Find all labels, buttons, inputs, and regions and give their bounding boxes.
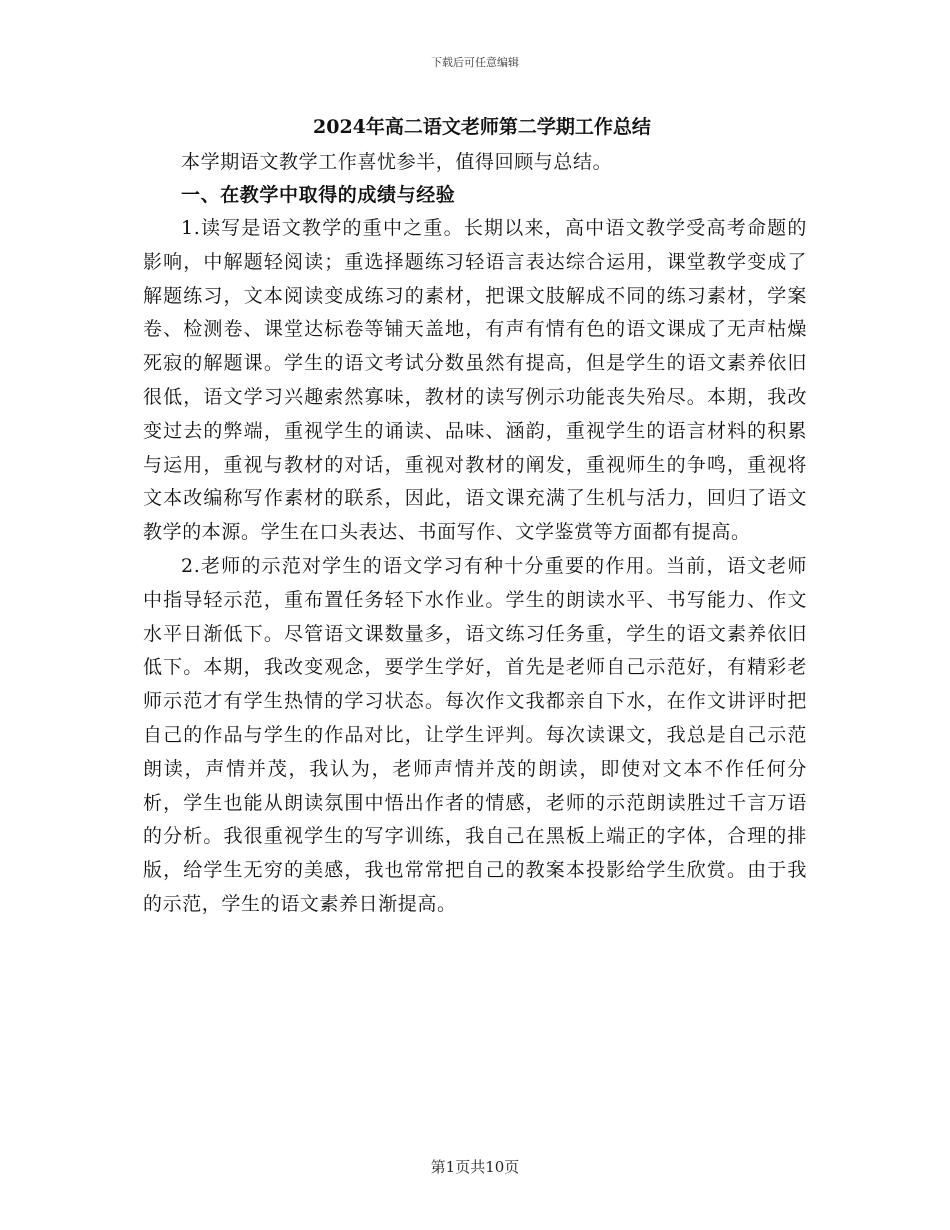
document-title: 2024年高二语文老师第二学期工作总结 [313,116,651,138]
intro-paragraph: 本学期语文教学工作喜忧参半，值得回顾与总结。 [181,151,613,173]
document-body [143,108,807,922]
body-paragraph-1: 1.读写是语文教学的重中之重。长期以来，高中语文教学受高考命题的影响，中解题轻阅读；重选择题练习轻语言表达综合运用，课堂教学变成了解题练习，文本阅读变成练习的素材，把课文肢解成不同的练习素材，学案卷、检测卷、课堂达标卷等铺天盖地，有声有情有色的语文课成了无声枯燥死寂的解题课。学生的语文考试分数虽然有提高，但是学生的语文素养依旧很低，语文学习兴趣索然寡味，教材的读写例示功能丧失殆尽。本期，我改变过去的弊端，重视学生的诵读、品味、涵韵，重视学生的语言材料的积累与运用，重视与教材的对话，重视对教材的阐发，重视师生的争鸣，重视将文本改编称写作素材的联系，因此，语文课充满了生机与活力，回归了语文教学的本源。学生在口头表达、书面写作、文学鉴赏等方面都有提高。 [143,217,807,544]
page-header-note: 下载后可任意编辑 [431,56,519,69]
page-number: 第1页共10页 [430,1158,520,1176]
body-paragraph-2: 2.老师的示范对学生的语文学习有种十分重要的作用。当前，语文老师中指导轻示范，重布置任务轻下水作业。学生的朗读水平、书写能力、作文水平日渐低下。尽管语文课数量多，语文练习任务重，学生的语文素养依旧低下。本期，我改变观念，要学生学好，首先是老师自己示范好，有精彩老师示范才有学生热情的学习状态。每次作文我都亲自下水，在作文讲评时把自己的作品与学生的作品对比，让学生评判。每次读课文，我总是自己示范朗读，声情并茂，我认为，老师声情并茂的朗读，即使对文本不作任何分析，学生也能从朗读氛围中悟出作者的情感，老师的示范朗读胜过千言万语的分析。我很重视学生的写字训练，我自己在黑板上端正的字体，合理的排版，给学生无穷的美感，我也常常把自己的教案本投影给学生欣赏。由于我的示范，学生的语文素养日渐提高。 [143,554,807,915]
section-heading: 一、在教学中取得的成绩与经验 [181,184,456,206]
